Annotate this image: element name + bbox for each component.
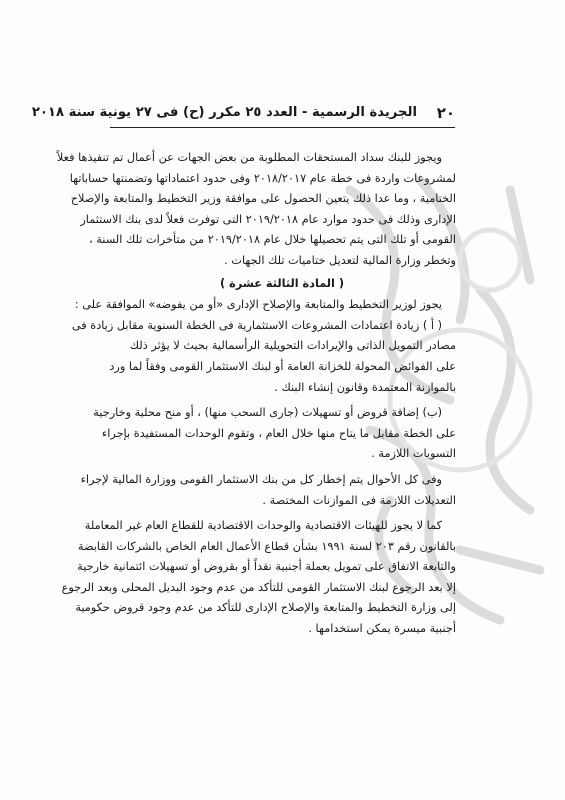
text-line: على الفوائض المحولة للخزانة العامة أو لبنك الاستثمار القومى وفقاً لما ورد <box>109 359 456 373</box>
header-divider <box>110 127 455 128</box>
paragraph-notification <box>80 470 456 511</box>
text-line: التسويات اللازمة . <box>371 447 456 461</box>
text-line: بالموازنة المعتمدة وقانون إنشاء البنك . <box>274 380 456 394</box>
paragraph-foreign-financing <box>61 516 456 640</box>
text-line: (ب) إضافة قروض أو تسهيلات (جارى السحب منها) ، أو منح محلية وخارجية <box>93 406 442 420</box>
document-body <box>56 148 456 640</box>
text-line: أجنبية ميسرة يمكن استخدامها . <box>308 622 456 636</box>
paragraph-item-a <box>71 316 456 398</box>
text-line: مصادر التمويل الذاتى والإيرادات التحويلية الرأسمالية بحيث لا يؤثر ذلك <box>129 339 456 353</box>
paragraph-minister-approval <box>74 295 456 316</box>
text-line: وفى كل الأحوال يتم إخطار كل من بنك الاستثمار القومى ووزارة المالية لإجراء <box>80 472 442 486</box>
text-line: الختامية ، وما عدا ذلك يتعين الحصول على موافقة وزير التخطيط والمتابعة والإصلاح <box>70 192 456 206</box>
text-line: القومى أو تلك التى يتم تحصيلها خلال عام ٢٠١٩/٢٠١٨ من متأخرات تلك السنة ، <box>89 233 456 247</box>
text-line: لمشروعات واردة فى خطة عام ٢٠١٨/٢٠١٧ وفى حدود اعتماداتها وتضمنتها حساباتها <box>69 171 456 185</box>
text-line: الإدارى وذلك فى حدود موارد عام ٢٠١٩/٢٠١٨ التى توفرت فعلاً لدى بنك الاستثمار <box>80 212 456 226</box>
text-line: على الخطة مقابل ما يتاح منها خلال العام ، وتقوم الوحدات المستفيدة بإجراء <box>101 426 456 440</box>
text-line: ويجوز للبنك سداد المستحقات المطلوبة من بعض الجهات عن أعمال تم تنفيذها فعلاً <box>56 151 442 164</box>
text-line: بالقانون رقم ٢٠٣ لسنة ١٩٩١ بشأن قطاع الأعمال العام الخاص بالشركات القابضة <box>77 539 456 553</box>
page-header <box>31 104 455 126</box>
text-line: كما لا يجوز للهيئات الاقتصادية والوحدات الاقتصادية للقطاع العام غير المعاملة <box>84 519 442 533</box>
text-line: التعديلات اللازمة فى الموازنات المختصة . <box>262 493 456 507</box>
article-heading: ( المادة الثالثة عشرة ) <box>219 276 345 290</box>
paragraph-bank-payments <box>56 148 456 272</box>
text-line: وتخطر وزارة المالية لتعديل ختاميات تلك الجهات . <box>224 253 456 267</box>
page-number: ٢٠ <box>436 104 455 122</box>
text-line: إلى وزارة التخطيط والمتابعة والإصلاح الإدارى للتأكد من عدم وجود قروض حكومية <box>75 601 456 615</box>
text-line: والتابعة الاتفاق على تمويل بعملة أجنبية نقداً أو بقروض أو تسهيلات ائتمانية خارجية <box>77 560 456 574</box>
text-line: ( أ ) زيادة اعتمادات المشروعات الاستثمارية فى الخطة السنوية مقابل زيادة فى <box>71 318 442 332</box>
gazette-title: الجريدة الرسمية - العدد ٢٥ مكرر (ح) فى ٢٧ يونية سنة ٢٠١٨ <box>31 105 417 120</box>
paragraph-item-b <box>93 403 456 465</box>
text-line: يجوز لوزير التخطيط والمتابعة والإصلاح الإدارى «أو من يفوضه» الموافقة على : <box>74 298 442 312</box>
text-line: إلا بعد الرجوع لبنك الاستثمار القومى للتأكد من عدم وجود البديل المحلى وبعد الرجوع <box>61 580 456 594</box>
